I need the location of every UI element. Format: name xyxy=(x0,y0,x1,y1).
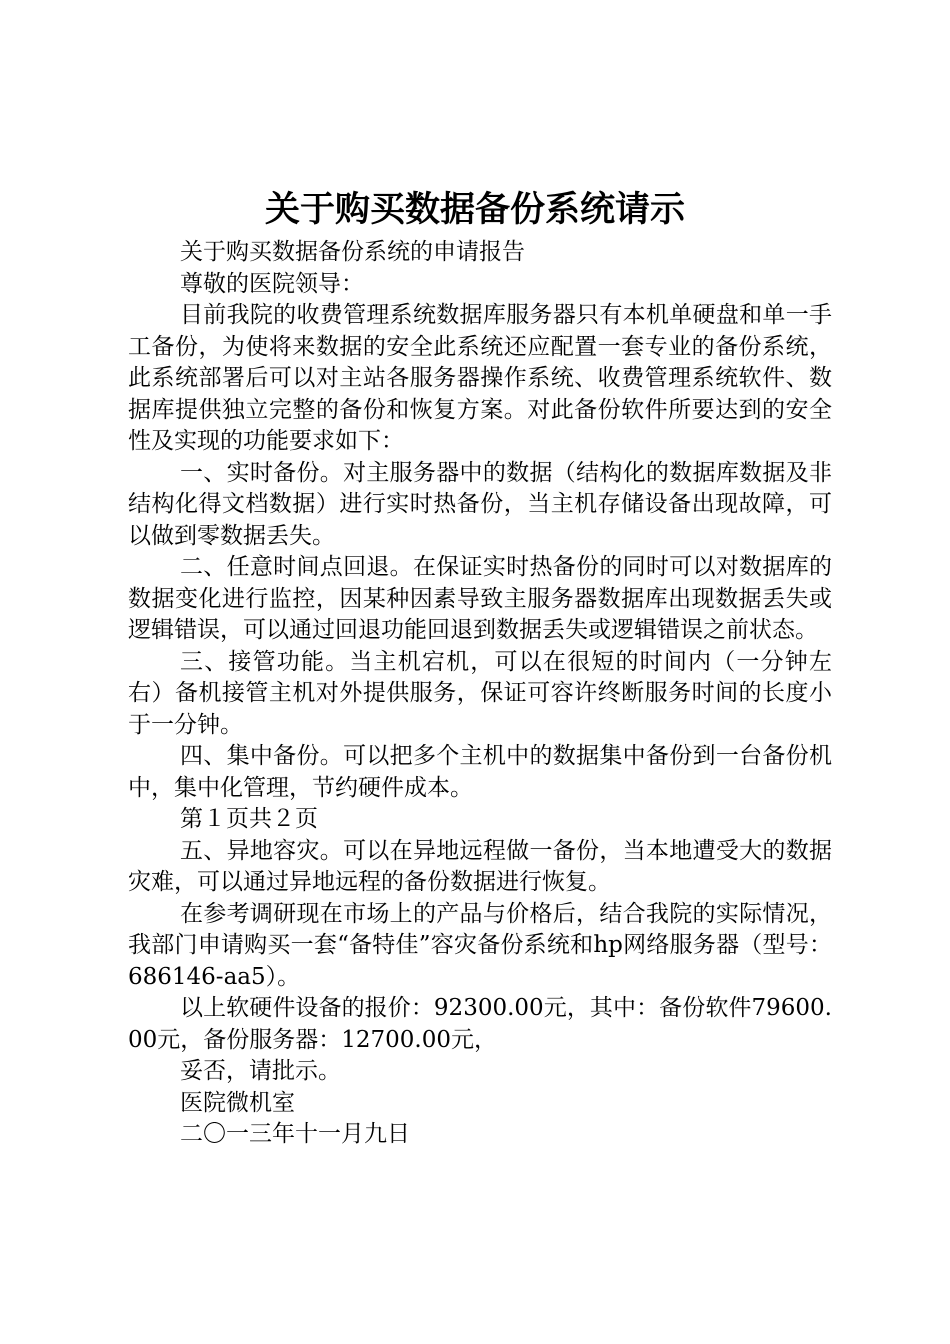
requirement-item-2: 二、任意时间点回退。在保证实时热备份的同时可以对数据库的数据变化进行监控，因某种因素导致主服务器数据库出现数据丢失或逻辑错误，可以通过回退功能回退到数据丢失或逻辑错误之前状态。 xyxy=(128,554,832,643)
report-subtitle: 关于购买数据备份系统的申请报告 xyxy=(180,239,525,265)
requirement-item-3: 三、接管功能。当主机宕机，可以在很短的时间内（一分钟左右）备机接管主机对外提供服务，保证可容许终断服务时间的长度小于一分钟。 xyxy=(128,648,832,738)
intro-paragraph: 目前我院的收费管理系统数据库服务器只有本机单硬盘和单一手工备份，为使将来数据的安全此系统还应配置一套专业的备份系统，此系统部署后可以对主站各服务器操作系统、收费管理系统软件、数据库提供独立完整的备份和恢复方案。对此备份软件所要达到的安全性及实现的功能要求如下： xyxy=(128,302,832,454)
requirement-item-4: 四、集中备份。可以把多个主机中的数据集中备份到一台备份机中，集中化管理，节约硬件成本。 xyxy=(128,743,832,801)
purchase-request-paragraph: 在参考调研现在市场上的产品与价格后，结合我院的实际情况，我部门申请购买一套“备特佳”容灾备份系统和hp网络服务器（型号：686146-aa5）。 xyxy=(128,900,832,990)
document-body xyxy=(128,237,832,1151)
requirement-item-1: 一、实时备份。对主服务器中的数据（结构化的数据库数据及非结构化得文档数据）进行实时热备份，当主机存储设备出现故障，可以做到零数据丢失。 xyxy=(128,459,832,549)
document-date: 二〇一三年十一月九日 xyxy=(180,1121,410,1147)
requirement-item-5: 五、异地容灾。可以在异地远程做一备份，当本地遭受大的数据灾难，可以通过异地远程的备份数据进行恢复。 xyxy=(128,837,832,895)
approval-request: 妥否，请批示。 xyxy=(180,1058,341,1084)
quotation-paragraph: 以上软硬件设备的报价：92300.00元，其中：备份软件79600.00元，备份服务器：12700.00元， xyxy=(128,995,832,1053)
salutation: 尊敬的医院领导： xyxy=(180,270,364,297)
page-number: 第１页共２页 xyxy=(180,806,318,832)
sender-department: 医院微机室 xyxy=(180,1089,295,1116)
document-title: 关于购买数据备份系统请示 xyxy=(264,190,685,230)
